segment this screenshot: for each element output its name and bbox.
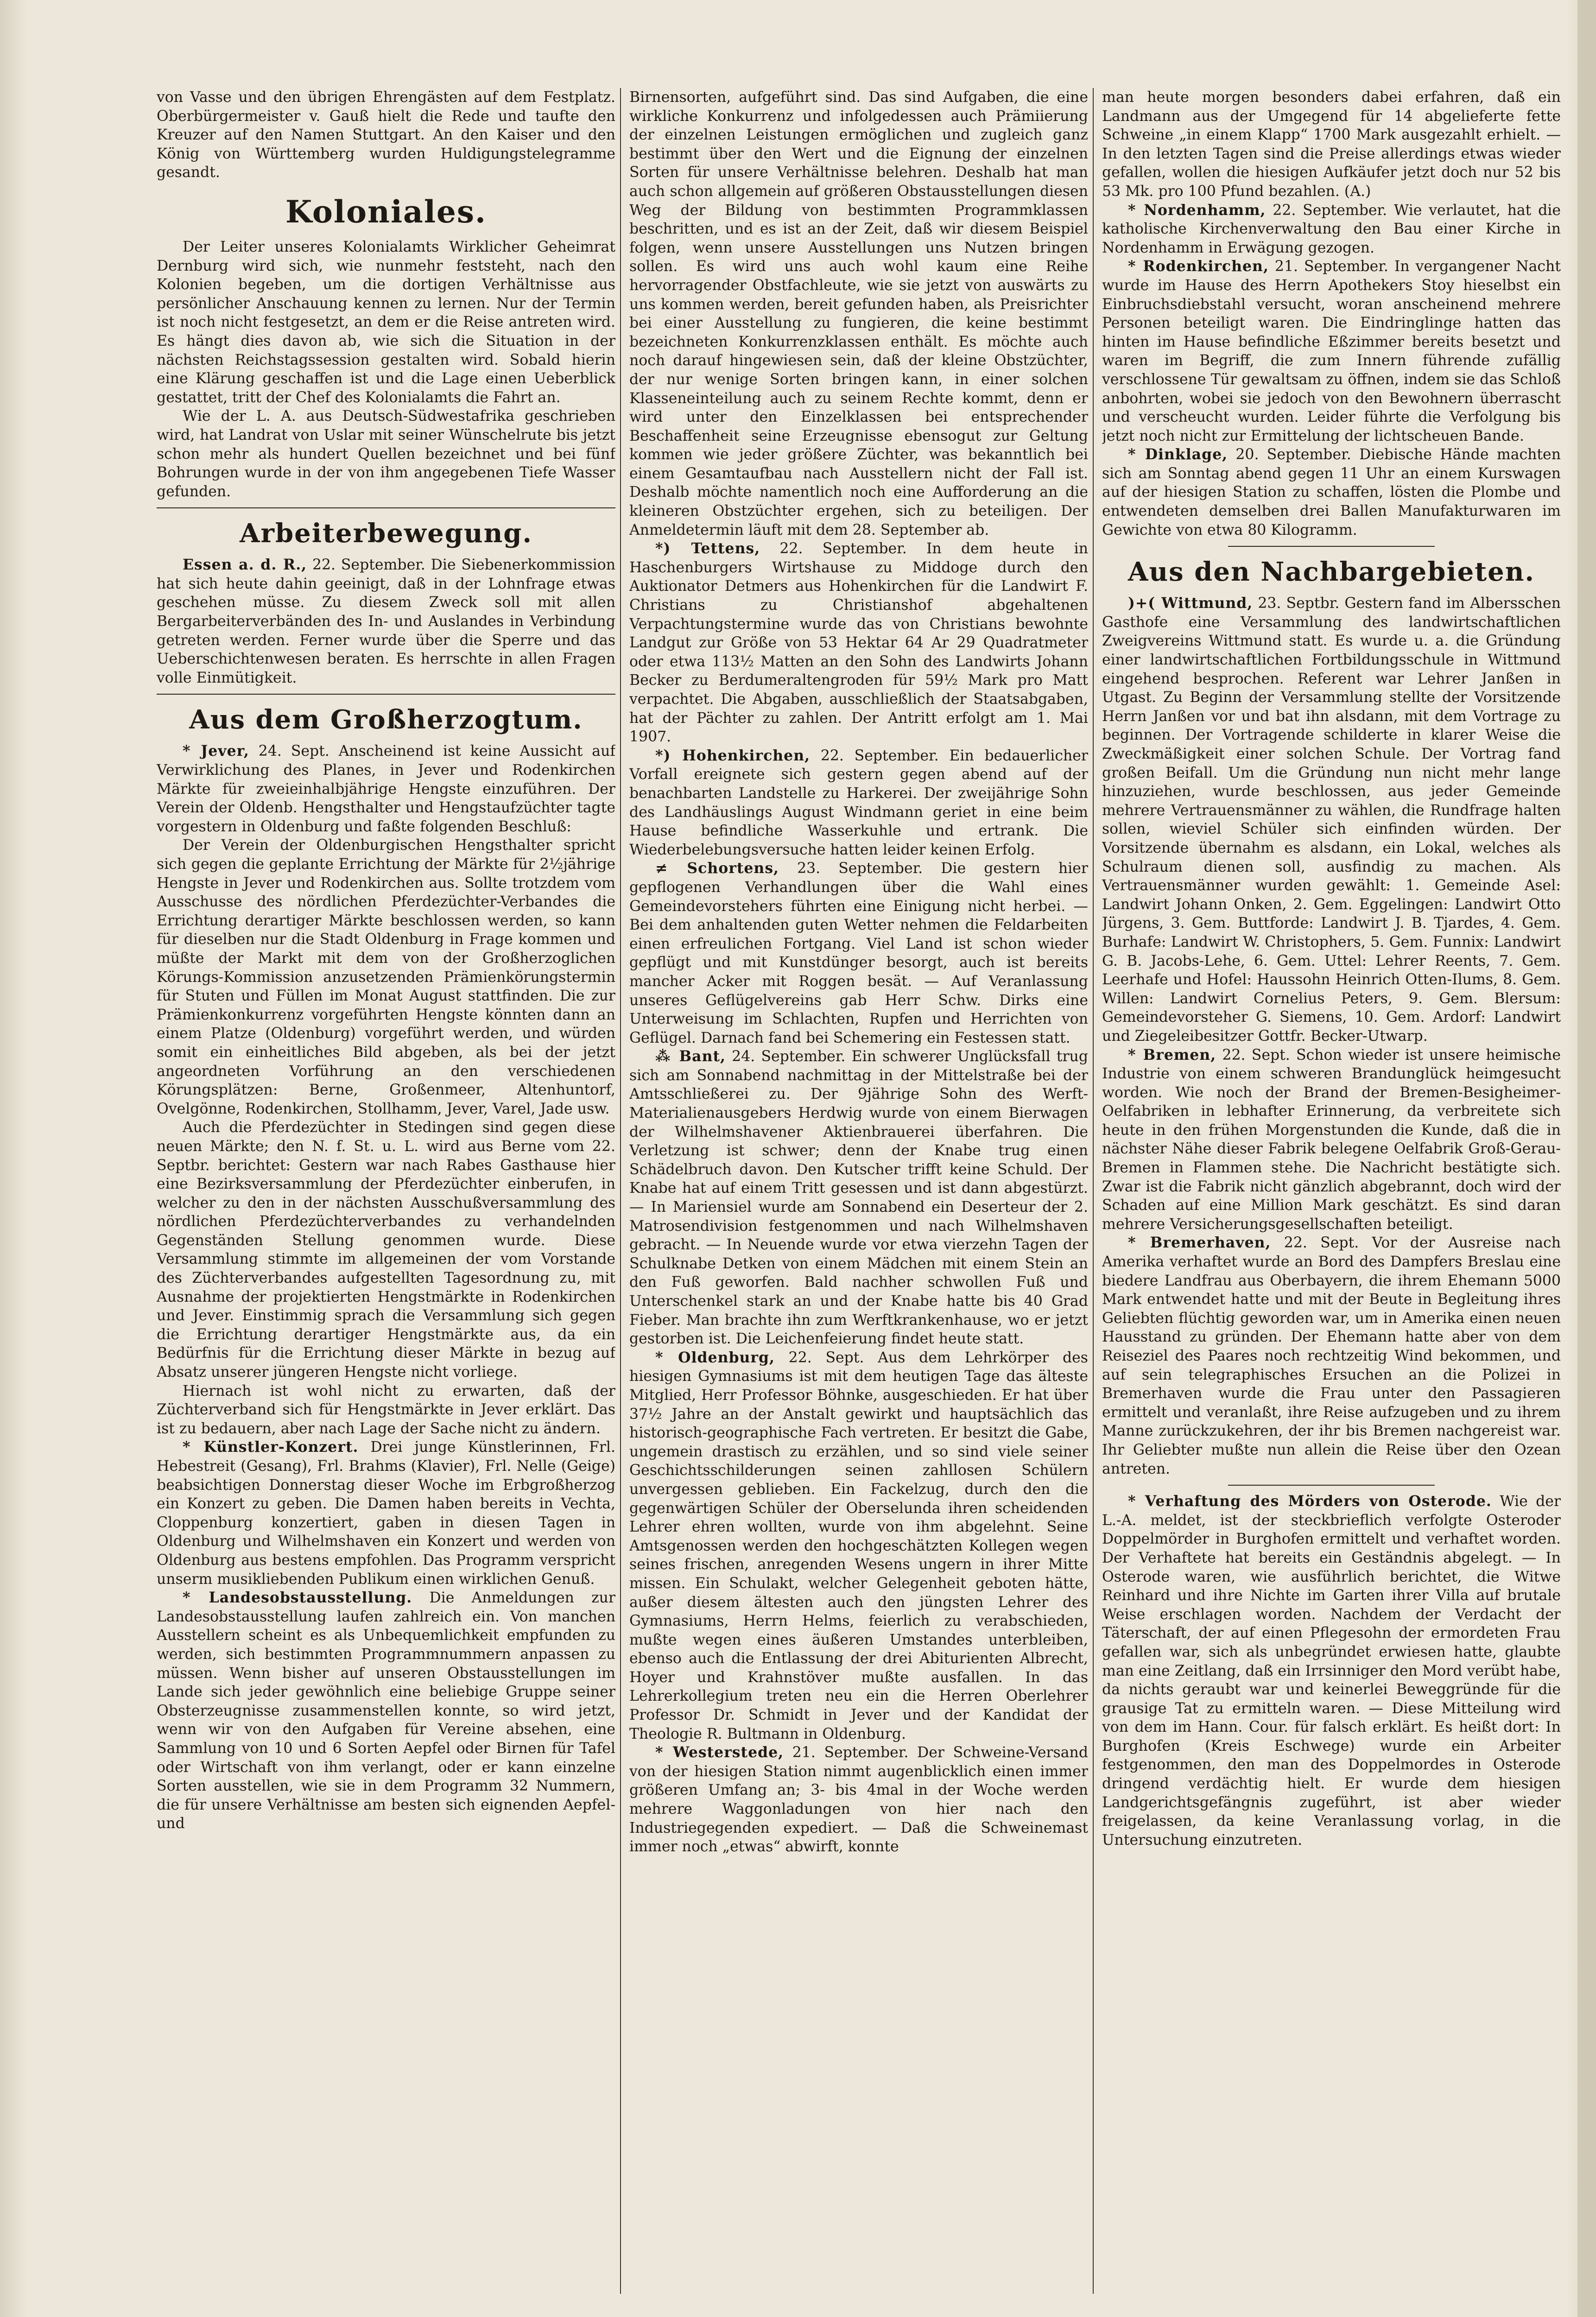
article-text: 22. Sept. Schon wieder ist unsere heimische Industrie von einem schweren Brandunglück heimgesucht worden. Wie noch der Brand der Bremen-Besigheimer-Oelfabriken in lebhafter Erinnerung, da verbreitete sich heute in den frühen Morgenstunden die Kunde, daß die in nächster Nähe dieser Fabrik belegene Oelfabrik Groß-Gerau-Bremen in Flammen stehe. Die Nachricht bestätigte sich. Zwar ist die Fabrik nicht gänzlich abgebrannt, doch wird der Schaden auf eine Million Mark geschätzt. Es sind daran mehrere Versicherungsgesellschaften beteiligt.: [1102, 1046, 1561, 1233]
article-text: Wie der L. A. aus Deutsch-Südwestafrika geschrieben wird, hat Landrat von Uslar mit seiner Wünschelrute bis jetzt schon mehr als hundert Quellen bezeichnet und bei fünf Bohrungen wurde in der von ihm angegebenen Tiefe Wasser gefunden.: [157, 408, 615, 500]
dateline: Essen a. d. R.,: [183, 556, 307, 574]
column-left: [157, 88, 615, 2294]
article-text: man heute morgen besonders dabei erfahren, daß ein Landmann aus der Umgegend für 14 abgelieferte fette Schweine „in einem Klapp“ 1700 Mark ausgezahlt erhielt. — In den letzten Tagen sind die Preise allerdings etwas wieder gefallen, wollen die hiesigen Aufkäufer jetzt doch nur 52 bis 53 Mk. pro 100 Pfund bezahlen. (A.): [1102, 89, 1561, 200]
article-text: 22. September. In dem heute in Haschenburgers Wirtshause zu Middoge durch den Auktionator Detmers aus Hohenkirchen für die Landwirt F. Christians zu Christianshof abgehaltenen Verpachtungstermine wurde das von Christians bewohnte Landgut zur Größe von 53 Hektar 64 Ar 29 Quadratmeter oder etwa 113½ Matten an den Sohn des Landwirts Johann Becker zu Berdumeraltengroden für 59½ Mark pro Matt verpachtet. Die Abgaben, ausschließlich der Staatsabgaben, hat der Pächter zu zahlen. Der Antritt erfolgt am 1. Mai 1907.: [629, 540, 1088, 746]
section-heading: Aus den Nachbargebieten.: [1128, 557, 1535, 588]
article-text: 23. September. Die gestern hier gepflogenen Verhandlungen über die Wahl eines Gemeindevorstehers führten eine Einigung nicht herbei. — Bei dem anhaltenden guten Wetter nehmen die Feldarbeiten einen erfreulichen Fortgang. Viel Land ist schon wieder gepflügt und mit Kunstdünger besorgt, auch ist bereits mancher Acker mit Roggen besät. — Auf Veranlassung unseres Geflügelvereins gab Herr Schw. Dirks eine Unterweisung im Schlachten, Rupfen und Herrichten von Geflügel. Darnach fand bei Schemering ein Festessen statt.: [629, 860, 1088, 1046]
dateline: * Westerstede,: [655, 1744, 784, 1761]
article-paragraph: [1102, 445, 1561, 539]
article-paragraph: [157, 1118, 615, 1381]
column-rule: [1093, 88, 1094, 2294]
article-paragraph: [629, 88, 1088, 539]
article-text: 23. Septbr. Gestern fand im Albersschen Gasthofe eine Versammlung des landwirtschaftlichen Zweigvereins Wittmund statt. Es wurde u. a. die Gründung einer landwirtschaftlichen Fortbildungsschule in Wittmund eingehend besprochen. Referent war Lehrer Janßen in Utgast. Zu Beginn der Versammlung stellte der Vorsitzende Herrn Janßen vor und bat ihn alsdann, mit dem Vortrage zu beginnen. Der Vortragende schilderte in klarer Weise die Zweckmäßigkeit einer solchen Schule. Der Vortrag fand großen Beifall. Um die Gründung nun nicht mehr lange hinzuziehen, wurde beschlossen, aus jeder Gemeinde mehrere Vertrauensmänner zu wählen, die Rundfrage halten sollen, wieviel Schüler sich einfinden würden. Der Vorsitzende übernahm es alsdann, ein Lokal, welches als Schulraum dienen soll, ausfindig zu machen. Als Vertrauensmänner wurden gewählt: 1. Gemeinde Asel: Landwirt Johann Onken, 2. Gem. Eggelingen: Landwirt Otto Jürgens, 3. Gem. Buttforde: Landwirt J. B. Tjardes, 4. Gem. Burhafe: Landwirt W. Christophers, 5. Gem. Funnix: Landwirt G. B. Jacobs-Lehe, 6. Gem. Uttel: Lehrer Reents, 7. Gem. Leerhafe und Hofel: Haussohn Heinrich Otten-Ilums, 8. Gem. Willen: Landwirt Cornelius Peters, 9. Gem. Blersum: Gemeindevorsteher G. Siemens, 10. Gem. Ardorf: Landwirt und Ziegeleibesitzer Gottfr. Becker-Utwarp.: [1102, 595, 1561, 1045]
article-text: 21. September. Der Schweine-Versand von der hiesigen Station nimmt augenblicklich einen immer größeren Umfang an; 3- bis 4mal in der Woche werden mehrere Waggonladungen von hier nach den Industriegegenden expediert. — Daß die Schweinemast immer noch „etwas“ abwirft, konnte: [629, 1744, 1088, 1855]
article-paragraph: [1102, 1492, 1561, 1849]
dateline: * Jever,: [183, 742, 249, 760]
article-paragraph: [157, 556, 615, 687]
article-paragraph: [157, 1382, 615, 1438]
dateline: * Dinklage,: [1128, 446, 1228, 463]
article-text: Hiernach ist wohl nicht zu erwarten, daß der Züchterverband sich für Hengstmärkte in Jever erklärt. Das ist zu bedauern, aber nach Lage der Sache nicht zu ändern.: [157, 1382, 615, 1437]
dateline: *) Hohenkirchen,: [655, 747, 811, 764]
article-text: Birnensorten, aufgeführt sind. Das sind Aufgaben, die eine wirkliche Konkurrenz und infolgedessen auch Prämiierung der einzelnen Leistungen ermöglichen und zugleich ganz bestimmt über den Wert und die Eignung der einzelnen Sorten für unsere Verhältnisse belehren. Deshalb hat man auch schon allgemein auf größeren Obstausstellungen diesen Weg der Bildung von bestimmten Programmklassen beschritten, und es ist an der Zeit, daß wir diesem Beispiel folgen, wenn unsere Ausstellungen uns Nutzen bringen sollen. Es wird uns auch wohl kaum eine Reihe hervorragender Obstfachleute, wie sie jetzt von auswärts zu uns kommen werden, bereit gefunden haben, als Preisrichter bei einer Ausstellung zu fungieren, die keine bestimmt bezeichneten Konkurrenzklassen enthält. Es möchte auch noch darauf hingewiesen sein, daß der kleine Obstzüchter, der nur wenige Sorten bringen kann, in einer solchen Klasseneinteilung auch zu seinem Rechte kommt, denn er wird unter den Einzelklassen bei entsprechender Beschaffenheit seine Erzeugnisse ebensogut zur Geltung kommen wie jeder größere Züchter, was bekanntlich bei einem Gesamtaufbau nach Ausstellern nicht der Fall ist. Deshalb möchte namentlich noch eine Aufforderung an die kleineren Obstzüchter ergehen, sich zu beteiligen. Der Anmeldetermin läuft mit dem 28. September ab.: [629, 89, 1088, 538]
article-paragraph: [157, 836, 615, 1118]
dateline: * Oldenburg,: [655, 1348, 775, 1366]
dateline: * Bremerhaven,: [1128, 1234, 1271, 1252]
article-paragraph: [157, 407, 615, 501]
article-text: 20. September. Diebische Hände machten sich am Sonntag abend gegen 11 Uhr an einem Kurswagen auf der hiesigen Station zu schaffen, lösten die Plombe und entwendeten demselben drei Ballen Manufakturwaren im Gewichte von etwa 80 Kilogramm.: [1102, 446, 1561, 538]
article-text: 22. September. Die Siebenerkommission hat sich heute dahin geeinigt, daß in der Lohnfrage etwas geschehen müsse. Zu diesem Zweck soll mit allen Bergarbeiterverbänden des In- und Auslandes in Verbindung getreten werden. Ferner wurde über die Sperre und das Ueberschichtenwesen beraten. Es herrschte in allen Fragen volle Einmütigkeit.: [157, 557, 615, 686]
article-text: von Vasse und den übrigen Ehrengästen auf dem Festplatz. Oberbürgermeister v. Gauß hielt die Rede und taufte den Kreuzer auf den Namen Stuttgart. An den Kaiser und den König von Württemberg wurden Huldigungstelegramme gesandt.: [157, 89, 615, 181]
article-paragraph: [629, 539, 1088, 747]
article-text: 21. September. In vergangener Nacht wurde im Hause des Herrn Apothekers Stoy hieselbst ein Einbruchsdiebstahl versucht, woran anscheinend mehrere Personen beteiligt waren. Die Eindringlinge hatten das hinten im Hause befindliche Eßzimmer bereits besetzt und waren im Begriff, die zum Innern führende zufällig verschlossene Tür gewaltsam zu öffnen, indem sie das Schloß anbohrten, wobei sie jedoch von den Bewohnern überrascht und verscheucht wurden. Leider führte die Verfolgung bis jetzt noch nicht zur Ermittelung der lichtscheuen Bande.: [1102, 258, 1561, 444]
dateline: * Nordenhamm,: [1128, 201, 1266, 219]
section-divider: [157, 507, 615, 508]
article-paragraph: [1102, 1046, 1561, 1234]
dateline: * Landesobstausstellung.: [183, 1589, 412, 1607]
article-paragraph: [629, 1348, 1088, 1743]
article-paragraph: [157, 1589, 615, 1833]
article-text: Die Anmeldungen zur Landesobstausstellung laufen zahlreich ein. Von manchen Ausstellern scheint es als Unbequemlichkeit empfunden zu werden, sich bestimmten Programmnummern anpassen zu müssen. Wenn bisher auf unseren Obstausstellungen im Lande sich jeder gewöhnlich eine beliebige Gruppe seiner Obsterzeugnisse zusammenstellen konnte, so wird jetzt, wenn wir von den Aufgaben für Vereine absehen, eine Sammlung von 10 und 6 Sorten Aepfel oder Birnen für Tafel oder Wirtschaft von ihm verlangt, oder er kann einzelne Sorten ausstellen, wie sie in dem Programm 32 Nummern, die für unsere Verhältnisse am besten sich eignenden Aepfel- und: [157, 1589, 615, 1832]
dateline: * Bremen,: [1128, 1046, 1216, 1064]
article-paragraph: [157, 742, 615, 836]
section-divider: [1228, 546, 1435, 547]
article-text: Wie der L.-A. meldet, ist der steckbrieflich verfolgte Osteroder Doppelmörder in Burghofen ermittelt und verhaftet worden. Der Verhaftete hat bereits ein Geständnis abgelegt. — In Osterode waren, wie ausführlich berichtet, die Witwe Reinhard und ihre Nichte im Garten ihrer Villa auf brutale Weise erschlagen worden. Nachdem der Verdacht der Täterschaft, der auf einen Pflegesohn der ermordeten Frau gefallen war, sich als unbegründet erwiesen hatte, glaubte man eine Zeitlang, daß ein Irrsinniger den Mord verübt habe, da nichts geraubt war und keinerlei Beweggründe für die grausige Tat zu ermitteln waren. — Diese Mitteilung wird von dem im Hann. Cour. für falsch erklärt. Es heißt dort: In Burghofen (Kreis Eschwege) wurde ein Arbeiter festgenommen, den man des Doppelmordes in Osterode dringend verdächtig hielt. Er wurde dem hiesigen Landgerichtsgefängnis zugeführt, ist aber wieder freigelassen, da keine Veranlassung vorlag, in die Untersuchung einzutreten.: [1102, 1493, 1561, 1849]
dateline: ⁂ Bant,: [655, 1048, 726, 1065]
article-paragraph: [629, 1047, 1088, 1348]
column-right: [1102, 88, 1561, 2294]
dateline: )+( Wittmund,: [1128, 595, 1253, 612]
section-divider: [1228, 1485, 1435, 1486]
dateline: *) Tettens,: [655, 540, 760, 557]
page-edge-shadow: [1577, 0, 1596, 2317]
article-paragraph: [157, 1438, 615, 1589]
article-text: Auch die Pferdezüchter in Stedingen sind gegen diese neuen Märkte; den N. f. St. u. L. wird aus Berne vom 22. Septbr. berichtet: Gestern war nach Rabes Gasthause hier eine Bezirksversammlung der Pferdezüchter einberufen, in welcher zu den in der nächsten Ausschußversammlung des nördlichen Pferdezüchterverbandes zu verhandelnden Gegenständen Stellung genommen wurde. Diese Versammlung stimmte im allgemeinen der vom Vorstande des Züchterverbandes aufgestellten Tagesordnung zu, mit Ausnahme der projektierten Hengstmärkte in Rodenkirchen und Jever. Einstimmig sprach die Versammlung sich gegen die Errichtung derartiger Hengstmärkte aus, da ein Bedürfnis für die Errichtung dieser Märkte in bezug auf Absatz unserer jüngeren Hengste nicht vorliege.: [157, 1119, 615, 1381]
column-rule: [620, 88, 621, 2294]
article-paragraph: [629, 1743, 1088, 1856]
dateline: * Verhaftung des Mörders von Osterode.: [1128, 1493, 1492, 1510]
article-text: 22. September. Ein bedauerlicher Vorfall ereignete sich gestern gegen abend auf der benachbarten Landstelle zu Harkerei. Der zweijährige Sohn des Landhäuslings August Windmann geriet in eine beim Hause befindliche Wasserkuhle und ertrank. Die Wiederbelebungsversuche hatten leider keinen Erfolg.: [629, 747, 1088, 858]
article-paragraph: [157, 88, 615, 182]
article-text: 22. Sept. Vor der Ausreise nach Amerika verhaftet wurde an Bord des Dampfers Breslau eine biedere Landfrau aus Oberbayern, die ihrem Ehemann 5000 Mark entwendet hatte und mit der Beute in Begleitung ihres Geliebten flüchtig geworden war, um in Amerika einen neuen Hausstand zu gründen. Der Ehemann hatte aber von dem Reiseziel des Paares noch rechtzeitig Wind bekommen, und auf sein telegraphisches Ersuchen an die Polizei in Bremerhaven wurde die Frau unter den Passagieren ermittelt und veranlaßt, ihre Reise aufzugeben und zu ihrem Manne zurückzukehren, der ihr bis Bremen nachgereist war. Ihr Geliebter mußte nun allein die Reise über den Ozean antreten.: [1102, 1234, 1561, 1477]
article-text: Der Leiter unseres Kolonialamts Wirklicher Geheimrat Dernburg wird sich, wie nunmehr feststeht, nach den Kolonien begeben, um die dortigen Verhältnisse aus persönlicher Anschauung kennen zu lernen. Nur der Termin ist noch nicht festgesetzt, an dem er die Reise antreten wird. Es hängt dies davon ab, wie sich die Situation in der nächsten Reichstagssession gestalten wird. Sobald hierin eine Klärung geschaffen ist und die Lage einen Ueberblick gestattet, tritt der Chef des Kolonialamts die Fahrt an.: [157, 238, 615, 406]
article-paragraph: [157, 238, 615, 407]
article-paragraph: [629, 747, 1088, 860]
article-text: 22. Sept. Aus dem Lehrkörper des hiesigen Gymnasiums ist mit dem heutigen Tage das älteste Mitglied, Herr Professor Böhnke, ausgeschieden. Er hat über 37½ Jahre an der Anstalt gewirkt und hauptsächlich das historisch-geographische Fach vertreten. Er besitzt die Gabe, ungemein drastisch zu erzählen, und so sind viele seiner Geschichtsschilderungen seinen zahllosen Schülern unvergessen geblieben. Ein Fackelzug, durch den die gegenwärtigen Schüler der Oberselunda ihren scheidenden Lehrer ehren wollten, wurde von ihm abgelehnt. Seine Amtsgenossen werden den hochgeschätzten Kollegen wegen seines frischen, anregenden Wesens ungern in ihrer Mitte missen. Ein Schulakt, welcher Gelegenheit geboten hätte, außer diesem ältesten auch den jüngsten Lehrer des Gymnasiums, Herrn Helms, feierlich zu verabschieden, mußte wegen eines äußeren Umstandes unterbleiben, ebenso auch die Entlassung der drei Abiturienten Albrecht, Hoyer und Krahnstöver mußte ausfallen. In das Lehrerkollegium treten neu ein die Herren Oberlehrer Professor Dr. Schmidt in Jever und der Kandidat der Theologie R. Bultmann in Oldenburg.: [629, 1349, 1088, 1742]
article-paragraph: [1102, 257, 1561, 445]
article-text: 24. September. Ein schwerer Unglücksfall trug sich am Sonnabend nachmittag in der Mittelstraße bei der Amtsschließerei zu. Der 9jährige Sohn des Werft-Materialienausgebers Herdwig wurde von einem Bierwagen der Wilhelmshavener Aktienbrauerei überfahren. Die Verletzung ist schwer; denn der Knabe trug einen Schädelbruch davon. Den Kutscher trifft keine Schuld. Der Knabe hat auf einem Tritt gesessen und ist dann abgestürzt. — In Mariensiel wurde am Sonnabend ein Deserteur der 2. Matrosendivision festgenommen und nach Wilhelmshaven gebracht. — In Neuende wurde vor etwa vierzehn Tagen der Schulknabe Detken von einem Mädchen mit einem Stein an den Fuß geworfen. Bald nachher schwollen Fuß und Unterschenkel stark an und der Knabe hatte bis 40 Grad Fieber. Man brachte ihn zum Werftkrankenhause, wo er jetzt gestorben ist. Die Leichenfeierung findet heute statt.: [629, 1048, 1088, 1348]
article-paragraph: [1102, 1234, 1561, 1478]
section-heading: Aus dem Großherzogtum.: [189, 704, 583, 735]
article-paragraph: [1102, 201, 1561, 258]
article-paragraph: [1102, 594, 1561, 1045]
article-paragraph: [629, 859, 1088, 1047]
section-heading: Koloniales.: [285, 193, 487, 230]
column-middle: [629, 88, 1088, 2294]
section-heading: Arbeiterbewegung.: [240, 518, 532, 549]
article-text: Drei junge Künstlerinnen, Frl. Hebestreit (Gesang), Frl. Brahms (Klavier), Frl. Nelle (Geige) beabsichtigen Donnerstag dieser Woche im Erbgroßherzog ein Konzert zu geben. Die Damen haben bereits in Vechta, Cloppenburg konzertiert, gaben in diesen Tagen in Oldenburg und Wilhelmshaven ein Konzert und werden von Oldenburg aus bestens empfohlen. Das Programm verspricht unserm musikliebenden Publikum einen wirklichen Genuß.: [157, 1439, 615, 1588]
dateline: ≠ Schortens,: [655, 860, 779, 877]
article-text: 22. September. Wie verlautet, hat die katholische Kirchenverwaltung den Bau einer Kirche in Nordenhamm in Erwägung gezogen.: [1102, 202, 1561, 256]
article-paragraph: [1102, 88, 1561, 201]
dateline: * Rodenkirchen,: [1128, 258, 1269, 275]
section-divider: [157, 694, 615, 695]
dateline: * Künstler-Konzert.: [183, 1438, 359, 1456]
article-text: 24. Sept. Anscheinend ist keine Aussicht auf Verwirklichung des Planes, in Jever und Rodenkirchen Märkte für zweieinhalbjährige Hengste einzuführen. Der Verein der Oldenb. Hengsthalter und Hengstaufzüchter tagte vorgestern in Oldenburg und faßte folgenden Beschluß:: [157, 743, 615, 835]
article-text: Der Verein der Oldenburgischen Hengsthalter spricht sich gegen die geplante Errichtung der Märkte für 2½jährige Hengste in Jever und Rodenkirchen aus. Sollte trotzdem vom Ausschusse des nördlichen Pferdezüchter-Verbandes die Errichtung derartiger Märkte beschlossen werden, so kann für dieselben nur die Stadt Oldenburg in Frage kommen und müßte der Markt mit dem von der Großherzoglichen Körungs-Kommission anzusetzenden Prämienkörungstermin für Stuten und Füllen im Monat August stattfinden. Die zur Prämienkonkurrenz vorgeführten Hengste könnten dann an einem Platze (Oldenburg) vorgeführt werden, und würden somit ein einheitliches Bild abgeben, als bei der jetzt angeordneten Vorführung an den verschiedenen Körungsplätzen: Berne, Großenmeer, Altenhuntorf, Ovelgönne, Rodenkirchen, Stollhamm, Jever, Varel, Jade usw.: [157, 837, 615, 1117]
